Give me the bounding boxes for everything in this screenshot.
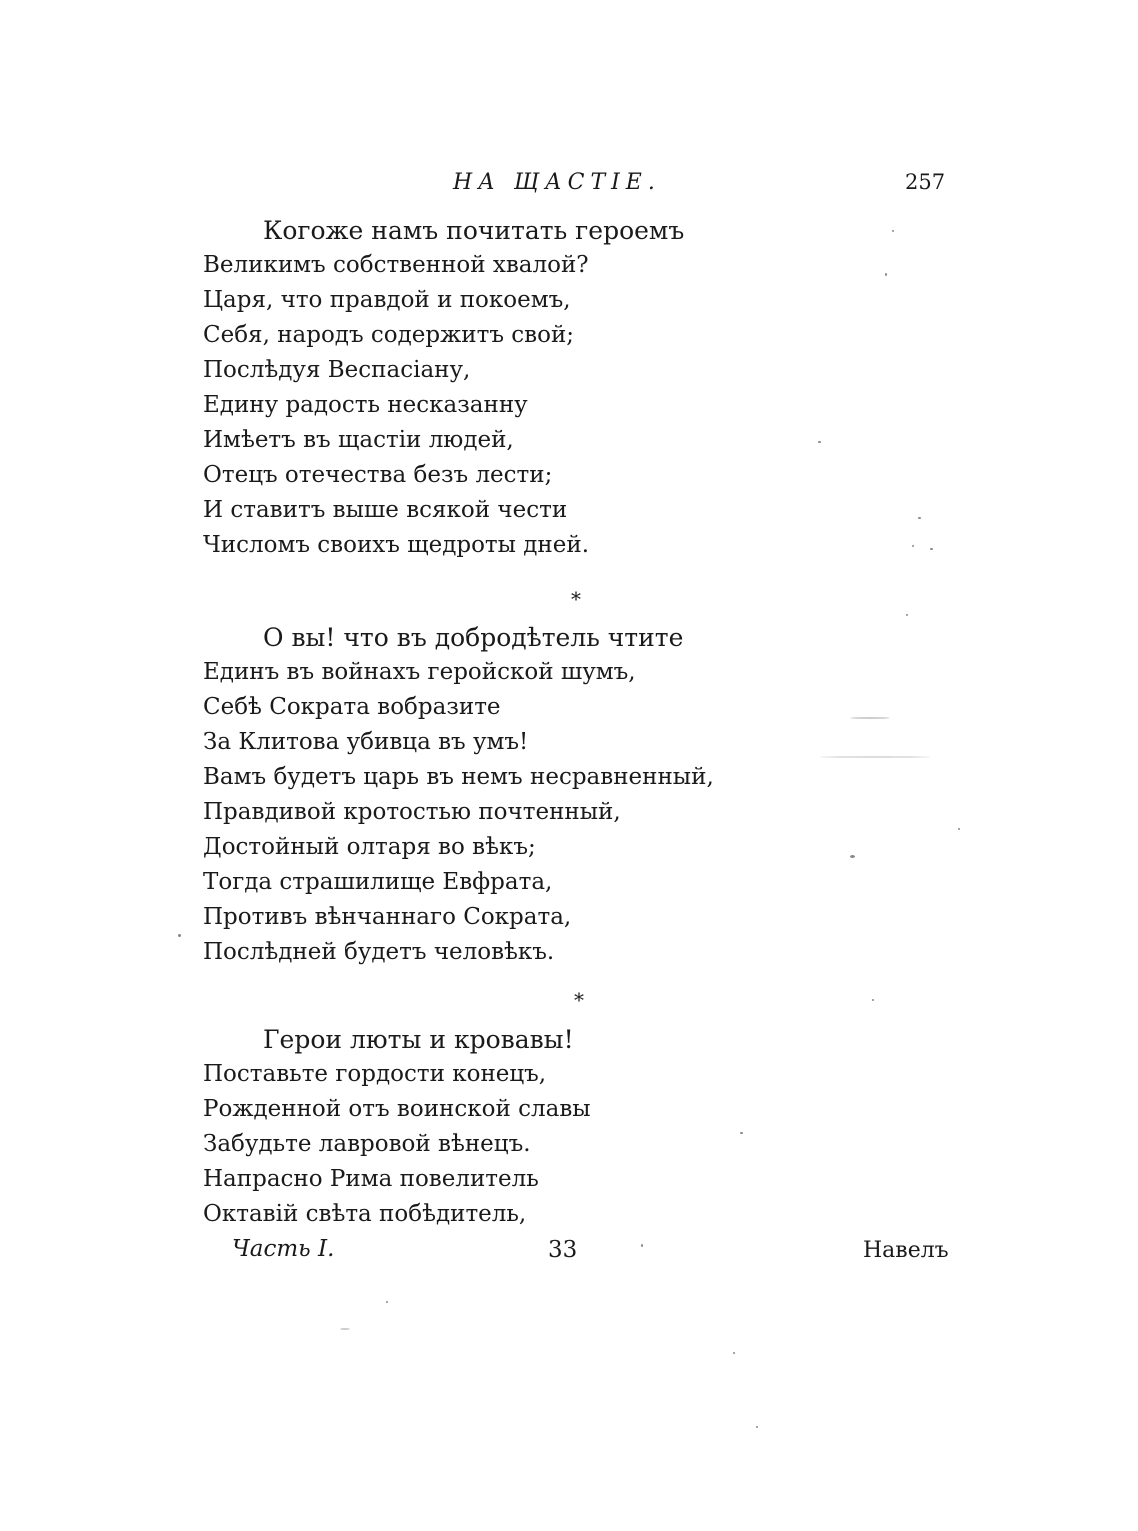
catchword: Навелъ	[863, 1238, 949, 1263]
stanza-2	[203, 620, 714, 970]
verse-line: Вамъ будетъ царь въ немъ несравненный,	[203, 764, 714, 790]
verse-line: Великимъ собственной хвалой?	[203, 252, 589, 278]
verse-line: Едину радость несказанну	[203, 392, 528, 418]
verse-line: Единъ въ войнахъ геройской шумъ,	[203, 659, 636, 685]
verse-line: Себѣ Сократа вобразите	[203, 694, 501, 720]
page-number: 257	[905, 170, 946, 194]
verse-line: Октавій свѣта побѣдитель,	[203, 1201, 527, 1227]
verse-line: Себя, народъ содержитъ свой;	[203, 322, 575, 348]
scan-speck	[930, 548, 933, 550]
scan-speck	[178, 934, 181, 937]
verse-line: Числомъ своихъ щедроты дней.	[203, 532, 590, 558]
verse-line: И ставитъ выше всякой чести	[203, 497, 568, 523]
verse-line: Послѣдуя Веспасіану,	[203, 357, 471, 383]
stanza-1	[203, 213, 684, 563]
scan-speck	[850, 855, 855, 858]
verse-line: Забудьте лавровой вѣнецъ.	[203, 1131, 531, 1157]
scan-speck	[918, 517, 921, 519]
verse-line: Правдивой кротостью почтенный,	[203, 799, 621, 825]
scan-speck	[740, 1132, 743, 1134]
scan-speck	[818, 441, 821, 443]
verse-line: Противъ вѣнчаннаго Сократа,	[203, 904, 572, 930]
verse-line: Царя, что правдой и покоемъ,	[203, 287, 571, 313]
scan-speck	[892, 230, 894, 232]
verse-line: Отецъ отечества безъ лести;	[203, 462, 553, 488]
scan-speck	[756, 1426, 758, 1428]
verse-line: Рожденной отъ воинской славы	[203, 1096, 591, 1122]
verse-line: Тогда страшилище Евфрата,	[203, 869, 553, 895]
stanza-3	[203, 1022, 591, 1232]
scan-speck	[885, 273, 887, 276]
scan-speck	[906, 614, 908, 616]
verse-line: О вы! что въ добродѣтель чтите	[263, 623, 684, 652]
verse-line: Герои люты и кровавы!	[263, 1025, 574, 1054]
scan-speck	[872, 999, 874, 1001]
verse-line: Поставьте гордости конецъ,	[203, 1061, 547, 1087]
scan-speck	[386, 1301, 388, 1303]
verse-line: Послѣдней будетъ человѣкъ.	[203, 939, 555, 965]
scan-speck	[340, 1328, 350, 1330]
scan-speck	[912, 545, 914, 547]
scan-speck	[958, 828, 960, 830]
running-head-title: НА ЩАСТІЕ.	[453, 170, 661, 195]
scan-speck	[641, 1244, 643, 1247]
part-label: Часть I.	[232, 1236, 335, 1262]
stanza-separator: *	[574, 988, 584, 1012]
stanza-separator: *	[571, 587, 581, 611]
scan-speck	[820, 756, 930, 758]
verse-line: Имѣетъ въ щастіи людей,	[203, 427, 514, 453]
verse-line: Достойный олтаря во вѣкъ;	[203, 834, 536, 860]
signature-mark: 33	[548, 1237, 578, 1263]
verse-line: Когоже намъ почитать героемъ	[263, 216, 685, 245]
scan-speck	[850, 717, 890, 719]
verse-line: За Клитова убивца въ умъ!	[203, 729, 529, 755]
scan-speck	[733, 1352, 735, 1354]
verse-line: Напрасно Рима повелитель	[203, 1166, 539, 1192]
